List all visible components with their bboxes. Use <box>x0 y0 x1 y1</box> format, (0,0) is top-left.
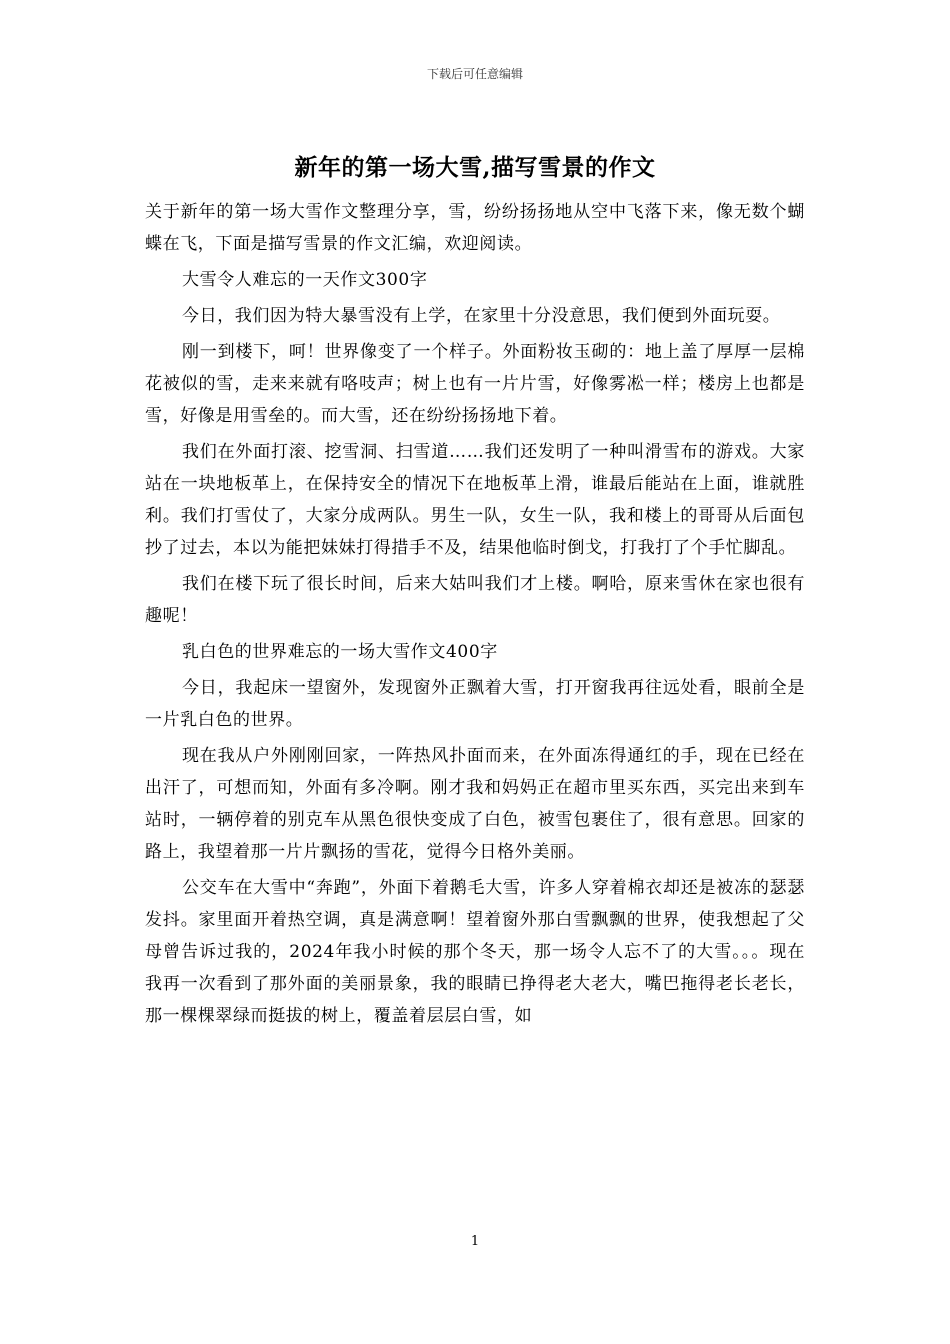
document-title: 新年的第一场大雪,描写雪景的作文 <box>294 154 656 181</box>
section-heading: 乳白色的世界难忘的一场大雪作文400字 <box>182 642 498 662</box>
body-paragraph: 现在我从户外刚刚回家，一阵热风扑面而来，在外面冻得通红的手，现在已经在出汗了，可想而知，外面有多冷啊。刚才我和妈妈正在超市里买东西，买完出来到车站时，一辆停着的别克车从黑色很快变成了白色，被雪包裹住了，很有意思。回家的路上，我望着那一片片飘扬的雪花，觉得今日格外美丽。 <box>145 746 805 862</box>
page-header: 下载后可任意编辑 <box>426 67 523 81</box>
page-number: 1 <box>470 1234 480 1249</box>
body-paragraph: 今日，我起床一望窗外，发现窗外正飘着大雪，打开窗我再往远处看，眼前全是一片乳白色的世界。 <box>145 678 805 730</box>
body-paragraph: 我们在楼下玩了很长时间，后来大姑叫我们才上楼。啊哈，原来雪休在家也很有趣呢！ <box>145 574 805 626</box>
document-body <box>145 196 805 1036</box>
body-paragraph: 公交车在大雪中“奔跑”，外面下着鹅毛大雪，许多人穿着棉衣却还是被冻的瑟瑟发抖。家里面开着热空调，真是满意啊！望着窗外那白雪飘飘的世界，使我想起了父母曾告诉过我的，2024年我小时候的那个冬天，那一场令人忘不了的大雪。。。现在我再一次看到了那外面的美丽景象，我的眼睛已挣得老大老大，嘴巴拖得老长老长，那一棵棵翠绿而挺拔的树上，覆盖着层层白雪，如 <box>145 878 805 1026</box>
section-heading: 大雪令人难忘的一天作文300字 <box>182 270 428 290</box>
body-paragraph: 我们在外面打滚、挖雪洞、扫雪道……我们还发明了一种叫滑雪布的游戏。大家站在一块地板革上，在保持安全的情况下在地板革上滑，谁最后能站在上面，谁就胜利。我们打雪仗了，大家分成两队。男生一队，女生一队，我和楼上的哥哥从后面包抄了过去，本以为能把妹妹打得措手不及，结果他临时倒戈，打我打了个手忙脚乱。 <box>145 442 805 558</box>
body-paragraph: 刚一到楼下，呵！世界像变了一个样子。外面粉妆玉砌的：地上盖了厚厚一层棉花被似的雪，走来来就有咯吱声；树上也有一片片雪，好像雾凇一样；楼房上也都是雪，好像是用雪垒的。而大雪，还在纷纷扬扬地下着。 <box>145 342 805 426</box>
intro-paragraph: 关于新年的第一场大雪作文整理分享，雪，纷纷扬扬地从空中飞落下来，像无数个蝴蝶在飞，下面是描写雪景的作文汇编，欢迎阅读。 <box>145 202 805 254</box>
body-paragraph: 今日，我们因为特大暴雪没有上学，在家里十分没意思，我们便到外面玩耍。 <box>182 306 781 326</box>
